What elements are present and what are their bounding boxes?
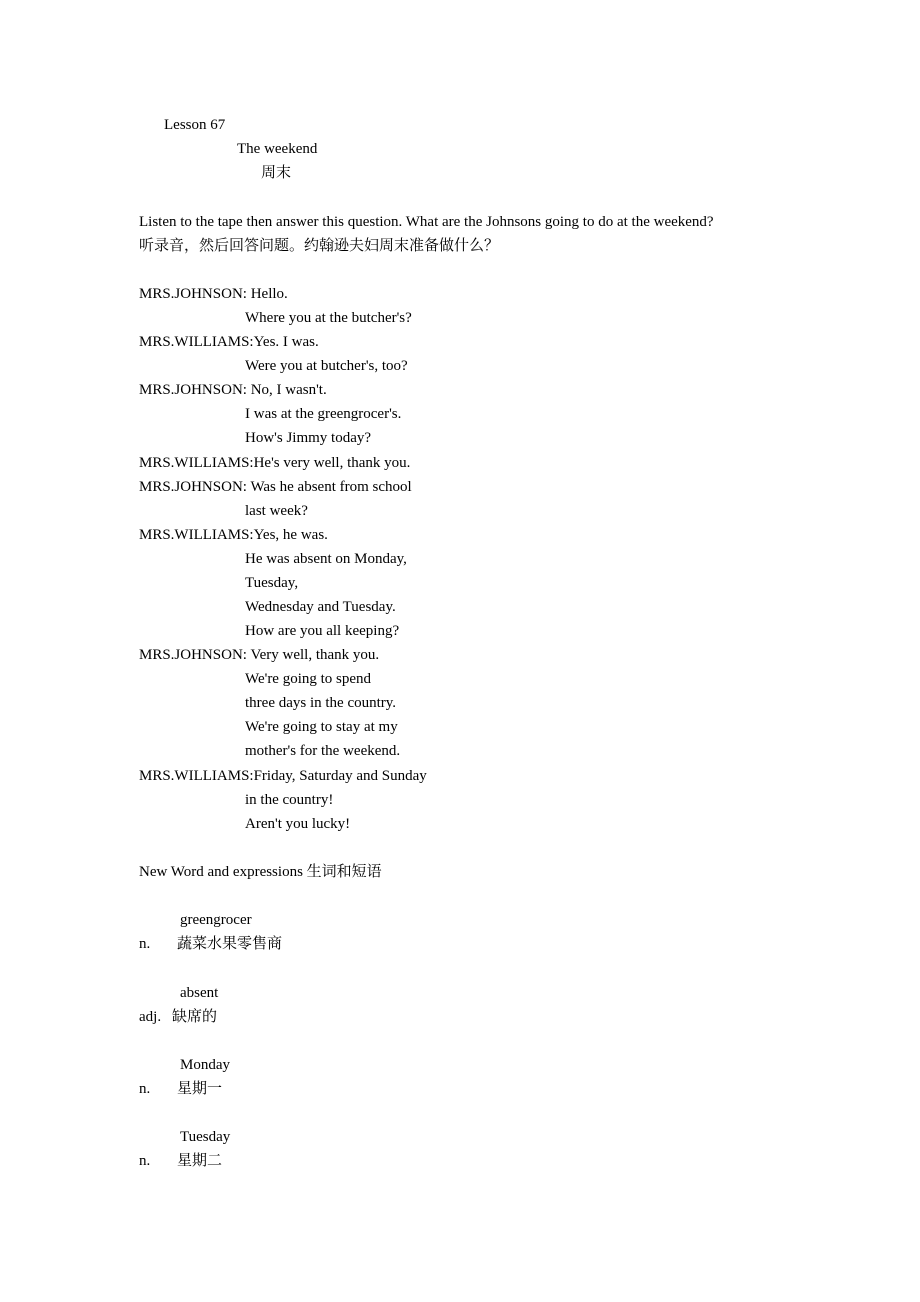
vocab-heading: New Word and expressions 生词和短语 <box>139 864 382 880</box>
dialogue-line <box>245 718 398 736</box>
part-of-speech: n. <box>139 1081 151 1097</box>
dialogue-line <box>245 815 350 833</box>
dialogue-line <box>245 622 399 640</box>
speaker: MRS.JOHNSON: <box>139 286 251 302</box>
dialogue-line <box>139 767 427 785</box>
line-text: How are you all keeping? <box>245 623 400 639</box>
dialogue-line <box>245 694 396 712</box>
line-text: Wednesday and Tuesday. <box>245 599 396 615</box>
vocab-meaning: 星期一 <box>177 1081 223 1097</box>
vocab-word: absent <box>180 985 219 1001</box>
vocab-meaning: 星期二 <box>177 1153 223 1169</box>
line-text: three days in the country. <box>245 695 397 711</box>
line-text: How's Jimmy today? <box>245 430 372 446</box>
line-text: Where you at the butcher's? <box>245 310 412 326</box>
dialogue-line <box>139 526 328 544</box>
dialogue-line <box>245 598 396 616</box>
dialogue-line <box>245 791 333 809</box>
dialogue-line <box>245 670 371 688</box>
speaker: MRS.WILLIAMS: <box>139 455 254 471</box>
speaker: MRS.JOHNSON: <box>139 479 251 495</box>
line-text: I was at the greengrocer's. <box>245 406 402 422</box>
line-text: Yes, he was. <box>253 527 328 543</box>
vocab-definition <box>139 1080 222 1098</box>
vocab-word: Tuesday <box>180 1129 231 1145</box>
speaker: MRS.JOHNSON: <box>139 647 251 663</box>
dialogue-line <box>139 381 327 399</box>
line-text: Tuesday, <box>245 575 299 591</box>
line-text: Were you at butcher's, too? <box>245 358 408 374</box>
part-of-speech: adj. <box>139 1009 162 1025</box>
speaker: MRS.WILLIAMS: <box>139 527 254 543</box>
dialogue-line <box>245 309 412 327</box>
dialogue-line <box>245 502 308 520</box>
lesson-title: The weekend <box>237 141 318 157</box>
speaker: MRS.WILLIAMS: <box>139 768 254 784</box>
line-text: Very well, thank you. <box>250 647 380 663</box>
part-of-speech: n. <box>139 936 151 952</box>
vocab-meaning: 缺席的 <box>172 1009 218 1025</box>
vocab-definition <box>139 935 282 953</box>
vocab-definition <box>139 1152 222 1170</box>
line-text: in the country! <box>245 792 334 808</box>
dialogue-line <box>139 285 288 303</box>
line-text: Was he absent from school <box>250 479 412 495</box>
dialogue-line <box>139 454 410 472</box>
lesson-number: Lesson 67 <box>164 117 226 133</box>
line-text: last week? <box>245 503 308 519</box>
line-text: Hello. <box>250 286 288 302</box>
dialogue-line <box>245 574 298 592</box>
dialogue-line <box>245 742 400 760</box>
dialogue-line <box>139 333 319 351</box>
vocab-word: greengrocer <box>180 912 252 928</box>
line-text: Aren't you lucky! <box>245 816 351 832</box>
line-text: He's very well, thank you. <box>253 455 411 471</box>
question-cn: 听录音，然后回答问题。约翰逊夫妇周末准备做什么？ <box>139 238 500 254</box>
dialogue-line <box>139 646 379 664</box>
vocab-definition <box>139 1008 217 1026</box>
dialogue-line <box>245 357 408 375</box>
speaker: MRS.WILLIAMS: <box>139 334 254 350</box>
line-text: He was absent on Monday, <box>245 551 407 567</box>
line-text: Yes. I was. <box>253 334 319 350</box>
lesson-title-cn: 周末 <box>261 165 292 181</box>
line-text: We're going to spend <box>245 671 372 687</box>
dialogue-line <box>245 405 401 423</box>
line-text: mother's for the weekend. <box>245 743 401 759</box>
speaker: MRS.JOHNSON: <box>139 382 251 398</box>
dialogue-line <box>245 429 371 447</box>
vocab-meaning: 蔬菜水果零售商 <box>177 936 283 952</box>
dialogue-line <box>245 550 407 568</box>
line-text: No, I wasn't. <box>250 382 327 398</box>
line-text: We're going to stay at my <box>245 719 398 735</box>
part-of-speech: n. <box>139 1153 151 1169</box>
vocab-word: Monday <box>180 1057 230 1073</box>
dialogue-line <box>139 478 412 496</box>
line-text: Friday, Saturday and Sunday <box>253 768 427 784</box>
question-en: Listen to the tape then answer this question. What are the Johnsons going to do at the weekend? <box>139 214 714 230</box>
